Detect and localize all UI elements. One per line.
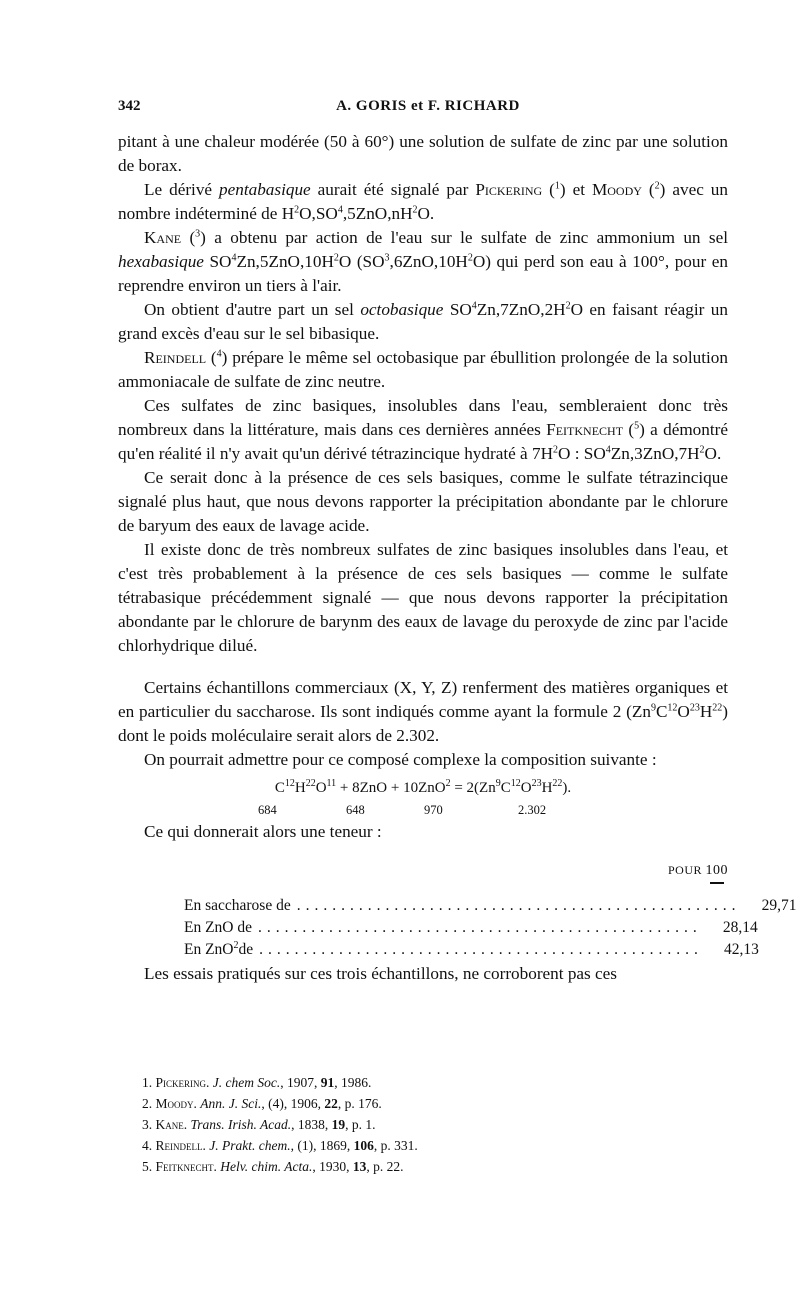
formula-index: 12: [667, 702, 678, 714]
label-text: En ZnO: [184, 941, 234, 958]
footnote-text: , p. 331.: [373, 1138, 418, 1153]
text-run: O (SO: [338, 252, 385, 271]
header-label: POUR: [667, 863, 702, 877]
footnote-author: Pickering.: [155, 1075, 210, 1090]
paragraph-9: [118, 676, 728, 748]
footnote-text: , (1), 1869,: [290, 1138, 354, 1153]
text-run: prépare le même sel octobasique par ébullition prolongée de la solution ammoniacale de sulfate de zinc neutre.: [118, 348, 728, 391]
formula-index: 2: [699, 444, 705, 456]
footnote: [142, 1072, 678, 1093]
paragraph-2: Le dérivé pentabasique aurait été signalé par Pickering ($^1$) et Moody ($^2$) avec un nombre indéterminé de $H^2O,SO^4,5ZnO,nH^2O$.: [118, 180, 728, 223]
header-number: 100: [705, 863, 728, 878]
eq-term: O: [315, 780, 327, 796]
footnote: [142, 1135, 678, 1156]
footnote-text: , 1838,: [291, 1117, 332, 1132]
formula-index: 4: [605, 444, 611, 456]
row-value: 28,14: [722, 919, 758, 936]
composition-header: [668, 858, 728, 883]
text-run: Zn,7ZnO,2H: [476, 300, 566, 319]
page-header: [118, 98, 738, 124]
molecular-weights: [118, 798, 728, 820]
paragraph-7: Ce serait donc à la présence de ces sels basiques, comme le sulfate tétrazincique signalé plus haut, que nous devons rapporter la précipitation abondante par le chlorure de baryum des eaux de lavage acide.: [118, 468, 728, 535]
text-run: SO: [203, 252, 232, 271]
text-run: O en faisant réagir un grand excès d'eau sur le sel bibasique.: [118, 300, 728, 343]
running-title: A. GORIS et F. RICHARD: [336, 98, 520, 114]
footnote-number: 2.: [142, 1096, 153, 1111]
label-text: de: [238, 941, 254, 958]
row-label: [184, 894, 291, 918]
row-value: 29,71: [761, 897, 797, 914]
paragraph-4: [118, 298, 728, 346]
formula-index: 4: [471, 300, 477, 312]
footnote-journal: Helv. chim. Acta.: [220, 1159, 313, 1174]
formula-index: 12: [284, 778, 295, 789]
formula-index: 2: [445, 778, 451, 789]
section-gap: [118, 658, 728, 676]
row-value: 42,13: [724, 941, 759, 958]
author-name: Moody: [591, 180, 642, 199]
footnote-ref: 1: [554, 180, 560, 192]
eq-term: O: [520, 780, 532, 796]
text-run: C: [655, 702, 668, 721]
footnote-ref: 5: [634, 420, 640, 432]
footnote-author: Kane.: [155, 1117, 188, 1132]
dot-leader: ..................................................: [259, 941, 703, 958]
footnote-number: 1.: [142, 1075, 153, 1090]
text-run: O) qui perd son eau à 100°, pour en reprendre environ un tiers à l'air.: [118, 252, 728, 295]
footnote-volume: 19: [331, 1117, 346, 1132]
footnote-journal: Ann. J. Sci.: [200, 1096, 262, 1111]
page-number: 342: [118, 98, 141, 114]
formula-index: 3: [384, 252, 390, 264]
footnote-volume: 106: [353, 1138, 374, 1153]
paragraph-5: Reindell ($^4$) prépare le même sel octobasique par ébullition prolongée de la solution ammoniacale de sulfate de zinc neutre.: [118, 348, 728, 391]
text-run: ,5ZnO,nH: [342, 204, 413, 223]
formula-index: 11: [326, 778, 337, 789]
text-run: Certains échantillons commerciaux (X, Y, Z) renferment des matières organiques et en particulier du saccharose. Ils sont indiqués comme ayant la formule 2 (Zn: [118, 678, 728, 721]
molecular-weight: 970: [424, 803, 443, 817]
formula-index: 12: [510, 778, 521, 789]
paragraph-8: Il existe donc de très nombreux sulfates de zinc basiques insolubles dans l'eau, et c'est très probablement à la présence de ces sels basiques — comme le sulfate tétrabasique précédemment signalé — que nous devons rapporter la précipitation abondante par le chlorure de barynm des eaux de lavage du peroxyde de zinc par l'acide chlorhydrique dilué.: [118, 540, 728, 655]
footnote-number: 5.: [142, 1159, 153, 1174]
composition-row: [184, 894, 797, 914]
text-run: a obtenu par action de l'eau sur le sulfate de zinc ammonium un sel: [205, 228, 728, 247]
footnote-text: , 1930,: [312, 1159, 353, 1174]
author-name: Feitknecht: [546, 420, 624, 439]
composition-row: [184, 938, 759, 958]
paragraph-11: Ce qui donnerait alors une teneur :: [144, 822, 382, 841]
footnote-author: Reindell.: [155, 1138, 206, 1153]
footnote-text: , p. 176.: [337, 1096, 382, 1111]
eq-term: C: [500, 780, 511, 796]
formula-index: 22: [712, 702, 723, 714]
italic-term: octobasique: [360, 300, 444, 319]
text-run: Zn,3ZnO,7H: [610, 444, 700, 463]
footnote-text: , p. 22.: [366, 1159, 404, 1174]
paragraph-3: Kane ($^3$) a obtenu par action de l'eau sur le sulfate de zinc ammonium un sel hexabasique $SO^4Zn,5ZnO,10H^2O$ $(SO^3,6ZnO,10H^2O)$ qui perd son eau à 100°, pour en reprendre environ un tiers à l'air.: [118, 228, 728, 295]
formula-index: 22: [305, 778, 316, 789]
text-run: Zn,5ZnO,10H: [236, 252, 334, 271]
molecular-weight: 684: [258, 803, 277, 817]
formula-index: 2: [467, 252, 473, 264]
molecular-weight: 2.302: [518, 803, 547, 817]
footnotes: [118, 1072, 678, 1177]
text-run: a démontré qu'en réalité il n'y avait qu'un dérivé tétrazincique hydraté à 7H: [118, 420, 729, 463]
paragraph-12: Les essais pratiqués sur ces trois échantillons, ne corroborent pas ces: [144, 964, 617, 983]
author-name: Reindell: [144, 348, 207, 367]
footnote: [142, 1114, 678, 1135]
formula-index: 2: [565, 300, 571, 312]
formula-index: 4: [337, 204, 343, 216]
formula-index: 23: [689, 702, 700, 714]
paragraph-6: Ces sulfates de zinc basiques, insolubles dans l'eau, sembleraient donc très nombreux dans la littérature, mais dans ces dernières années Feitknecht ($^5$) a démontré qu'en réalité il n'y avait qu'un dérivé tétrazincique hydraté à $7H^2O$ : $SO^4Zn,3ZnO,7H^2O$.: [118, 396, 729, 463]
footnote: [142, 1156, 678, 1177]
footnote-text: , (4), 1906,: [261, 1096, 325, 1111]
italic-term: hexabasique: [118, 252, 204, 271]
footnote-author: Feitknecht.: [155, 1159, 217, 1174]
header-rule: [710, 882, 724, 884]
footnote-text: , 1986.: [334, 1075, 372, 1090]
text-run: O.: [417, 204, 435, 223]
text-run: O.: [704, 444, 722, 463]
text-run: Le dérivé: [144, 180, 220, 199]
footnote-journal: J. Prakt. chem.: [209, 1138, 291, 1153]
formula-index: 2: [552, 444, 558, 456]
row-label: [184, 938, 253, 962]
footnote: [142, 1093, 678, 1114]
composition-table: [118, 844, 797, 962]
eq-term: C: [274, 780, 285, 796]
text-run: SO: [443, 300, 472, 319]
label-text: En ZnO de: [184, 919, 253, 936]
formula-index: 9: [495, 778, 501, 789]
eq-term: + 8ZnO + 10ZnO: [336, 780, 446, 796]
footnote-ref: 2: [654, 180, 660, 192]
chemical-equation: [118, 778, 728, 798]
text-run: ) dont le poids moléculaire serait alors de 2.302.: [118, 702, 728, 745]
text-run: et: [565, 180, 592, 199]
formula-index: 22: [552, 778, 563, 789]
text-run: aurait été signalé par: [310, 180, 476, 199]
footnote-volume: 22: [324, 1096, 338, 1111]
eq-term: H: [294, 780, 306, 796]
text-run: O: [677, 702, 690, 721]
footnote-volume: 13: [352, 1159, 367, 1174]
dot-leader: ..................................................: [296, 897, 741, 914]
dot-leader: ..................................................: [258, 919, 702, 936]
formula-index: 23: [531, 778, 542, 789]
text-run: avec un nombre indéterminé de H: [118, 180, 728, 223]
paragraph-1: pitant à une chaleur modérée (50 à 60°) une solution de sulfate de zinc par une solution de borax.: [118, 132, 728, 175]
formula-index: 2: [294, 204, 300, 216]
formula-index: 2: [333, 252, 339, 264]
author-name: Kane: [144, 228, 182, 247]
footnote-author: Moody.: [155, 1096, 197, 1111]
formula-index: 9: [650, 702, 656, 714]
footnote-ref: 3: [195, 228, 201, 240]
footnote-number: 3.: [142, 1117, 153, 1132]
label-text: En saccharose de: [184, 897, 291, 914]
composition-row: [184, 916, 758, 936]
italic-term: pentabasique: [219, 180, 311, 199]
main-text: [118, 130, 797, 986]
footnote-journal: J. chem Soc.: [212, 1075, 281, 1090]
text-run: Ces sulfates de zinc basiques, insolubles dans l'eau, sembleraient donc très nombreux dans la littérature, mais dans ces dernières années: [118, 396, 728, 439]
paragraph-10: On pourrait admettre pour ce composé complexe la composition suivante :: [144, 750, 657, 769]
eq-term: = 2(Zn: [450, 780, 496, 796]
footnote-text: , 1907,: [280, 1075, 321, 1090]
formula-index: 4: [231, 252, 237, 264]
footnote-text: , p. 1.: [345, 1117, 376, 1132]
text-run: O,SO: [299, 204, 338, 223]
footnote-volume: 91: [320, 1075, 335, 1090]
formula-index: 2: [233, 939, 239, 951]
footnote-ref: 4: [216, 348, 222, 360]
row-label: [184, 916, 252, 940]
text-run: O : SO: [557, 444, 606, 463]
text-run: On obtient d'autre part un sel: [144, 300, 361, 319]
text-run: H: [699, 702, 713, 721]
eq-term: H: [541, 780, 553, 796]
footnote-journal: Trans. Irish. Acad.: [190, 1117, 292, 1132]
text-run: ,6ZnO,10H: [389, 252, 468, 271]
formula-index: 2: [412, 204, 418, 216]
footnote-number: 4.: [142, 1138, 153, 1153]
author-name: Pickering: [475, 180, 543, 199]
eq-term: ).: [562, 780, 572, 796]
molecular-weight: 648: [346, 803, 365, 817]
